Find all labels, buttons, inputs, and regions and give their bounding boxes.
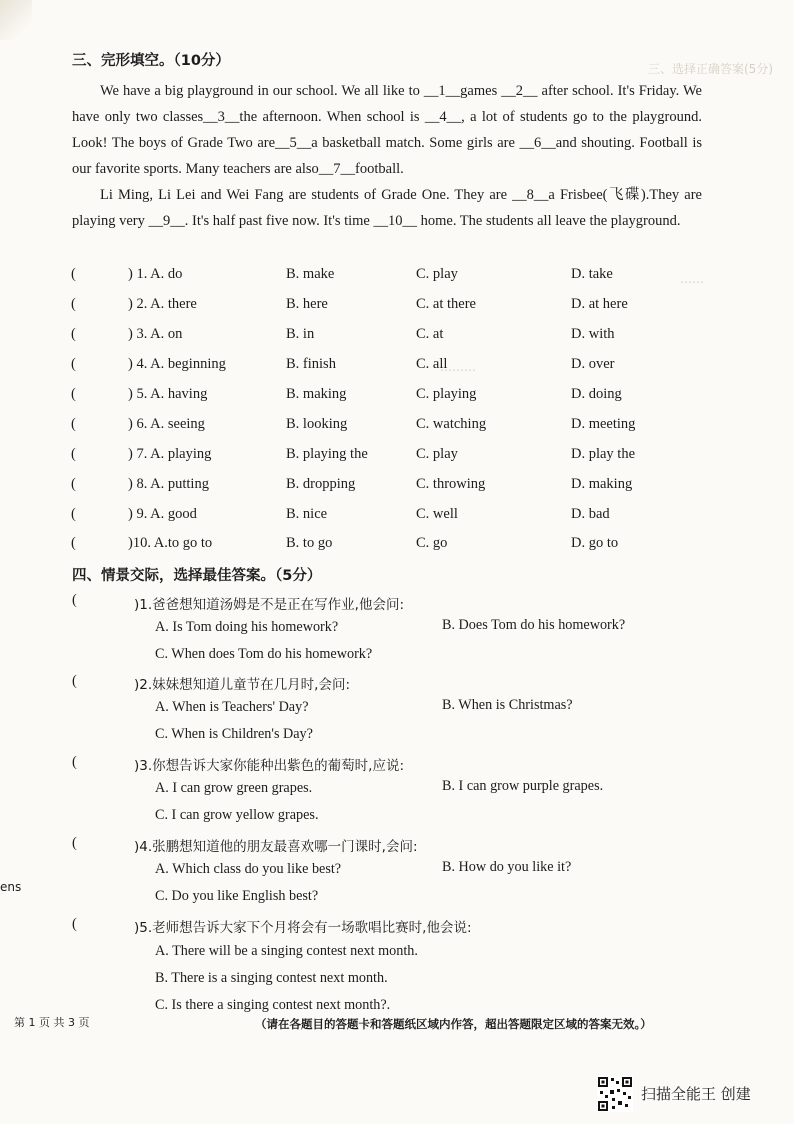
q1-prompt: )1.爸爸想知道汤姆是不是正在写作业,他会问: <box>134 597 404 613</box>
q7-option-c: C. play <box>416 446 458 462</box>
q5-prompt: )5.老师想告诉大家下个月将会有一场歌唱比赛时,他会说: <box>134 920 472 936</box>
answer-paren: ( <box>72 835 77 851</box>
page-number: 第 1 页 共 3 页 <box>14 1016 90 1029</box>
q4-prompt: )4.张鹏想知道他的朋友最喜欢哪一门课时,会问: <box>134 839 418 855</box>
answer-paren: ( <box>71 356 76 372</box>
cloze-passage <box>72 78 702 234</box>
q2-choice-b: B. When is Christmas? <box>442 697 573 713</box>
q4-option-a: ) 4. A. beginning <box>128 356 226 372</box>
q4-choice-b: B. How do you like it? <box>442 859 572 875</box>
q4-option-c: C. all <box>416 356 448 372</box>
q3-choice-c: C. I can grow yellow grapes. <box>155 807 319 823</box>
q1-choice-c: C. When does Tom do his homework? <box>155 646 373 662</box>
scan-corner-shadow <box>0 0 32 40</box>
q2-option-a: ) 2. A. there <box>128 296 197 312</box>
q7-option-a: ) 7. A. playing <box>128 446 212 462</box>
answer-paren: ( <box>71 386 76 402</box>
cloze-paragraph-1: We have a big playground in our school. We all like to __1__games __2__ after school. It's Friday. We have only two classes__3__the afternoon. When school is __4__, a lot of students go to the playground. Look! The boys of Grade Two are__5__a basketball match. Some girls are __6__and shouting. Football is our favorite sports. Many teachers are also__7__football. <box>72 83 702 177</box>
q8-option-a: ) 8. A. putting <box>128 476 209 492</box>
q6-option-d: D. meeting <box>571 416 636 432</box>
q3-option-b: B. in <box>286 326 315 342</box>
section-4-title: 四、情景交际，选择最佳答案。（5分） <box>72 568 322 584</box>
qr-code-icon <box>597 1076 633 1112</box>
answer-paren: ( <box>71 446 76 462</box>
q2-choice-a: A. When is Teachers' Day? <box>155 699 309 715</box>
q1-option-b: B. make <box>286 266 335 282</box>
q10-option-d: D. go to <box>571 535 619 551</box>
q2-option-b: B. here <box>286 296 328 312</box>
answer-paren: ( <box>72 592 77 608</box>
q3-choice-b: B. I can grow purple grapes. <box>442 778 604 794</box>
answer-paren: ( <box>72 916 77 932</box>
q3-prompt: )3.你想告诉大家你能种出紫色的葡萄时,应说: <box>134 758 404 774</box>
q8-option-c: C. throwing <box>416 476 486 492</box>
q5-option-c: C. playing <box>416 386 477 402</box>
q2-option-d: D. at here <box>571 296 628 312</box>
section-3-title: 三、完形填空。（10分） <box>72 53 230 69</box>
q9-option-c: C. well <box>416 506 458 522</box>
q6-option-a: ) 6. A. seeing <box>128 416 205 432</box>
answer-paren: ( <box>71 266 76 282</box>
q10-option-c: C. go <box>416 535 448 551</box>
bleed-through-text: 三、选择正确答案(5分) <box>648 62 773 76</box>
q10-option-a: )10. A.to go to <box>128 535 213 551</box>
q5-option-d: D. doing <box>571 386 622 402</box>
q4-choice-c: C. Do you like English best? <box>155 888 319 904</box>
margin-text: ens <box>0 880 22 894</box>
answer-paren: ( <box>71 296 76 312</box>
answer-paren: ( <box>71 416 76 432</box>
footer-note: （请在各题目的答题卡和答题纸区域内作答，超出答题限定区域的答案无效。） <box>255 1017 652 1031</box>
q1-choice-b: B. Does Tom do his homework? <box>442 617 626 633</box>
q9-option-d: D. bad <box>571 506 610 522</box>
q8-option-b: B. dropping <box>286 476 356 492</box>
answer-paren: ( <box>71 506 76 522</box>
q9-option-b: B. nice <box>286 506 328 522</box>
answer-paren: ( <box>71 326 76 342</box>
q1-option-a: ) 1. A. do <box>128 266 183 282</box>
cloze-paragraph-2: Li Ming, Li Lei and Wei Fang are students of Grade One. They are __8__a Frisbee(飞碟).They are playing very __9__. It's half past five now. It's time __10__ home. The students all leave the playground. <box>72 187 702 229</box>
q9-option-a: ) 9. A. good <box>128 506 197 522</box>
bleed-through-text: ……… <box>440 360 476 374</box>
q3-choice-a: A. I can grow green grapes. <box>155 780 313 796</box>
q4-option-b: B. finish <box>286 356 336 372</box>
q2-option-c: C. at there <box>416 296 476 312</box>
q8-option-d: D. making <box>571 476 633 492</box>
q4-choice-a: A. Which class do you like best? <box>155 861 342 877</box>
q6-option-b: B. looking <box>286 416 348 432</box>
answer-paren: ( <box>72 754 77 770</box>
q1-option-c: C. play <box>416 266 458 282</box>
q5-choice-b: B. There is a singing contest next month. <box>155 970 388 986</box>
q1-choice-a: A. Is Tom doing his homework? <box>155 619 339 635</box>
answer-paren: ( <box>72 673 77 689</box>
answer-paren: ( <box>71 476 76 492</box>
q3-option-c: C. at <box>416 326 444 342</box>
q3-option-d: D. with <box>571 326 615 342</box>
q5-choice-a: A. There will be a singing contest next month. <box>155 943 418 959</box>
q10-option-b: B. to go <box>286 535 333 551</box>
q3-option-a: ) 3. A. on <box>128 326 183 342</box>
q7-option-b: B. playing the <box>286 446 368 462</box>
q6-option-c: C. watching <box>416 416 487 432</box>
q7-option-d: D. play the <box>571 446 636 462</box>
answer-paren: ( <box>71 535 76 551</box>
q2-prompt: )2.妹妹想知道儿童节在几月时,会问: <box>134 677 350 693</box>
q1-option-d: D. take <box>571 266 613 282</box>
q5-option-b: B. making <box>286 386 347 402</box>
scanner-watermark: 扫描全能王 创建 <box>641 1085 751 1103</box>
q5-choice-c: C. Is there a singing contest next month?. <box>155 997 391 1013</box>
bleed-through-text: …… <box>680 272 704 286</box>
q4-option-d: D. over <box>571 356 615 372</box>
q5-option-a: ) 5. A. having <box>128 386 208 402</box>
q2-choice-c: C. When is Children's Day? <box>155 726 313 742</box>
